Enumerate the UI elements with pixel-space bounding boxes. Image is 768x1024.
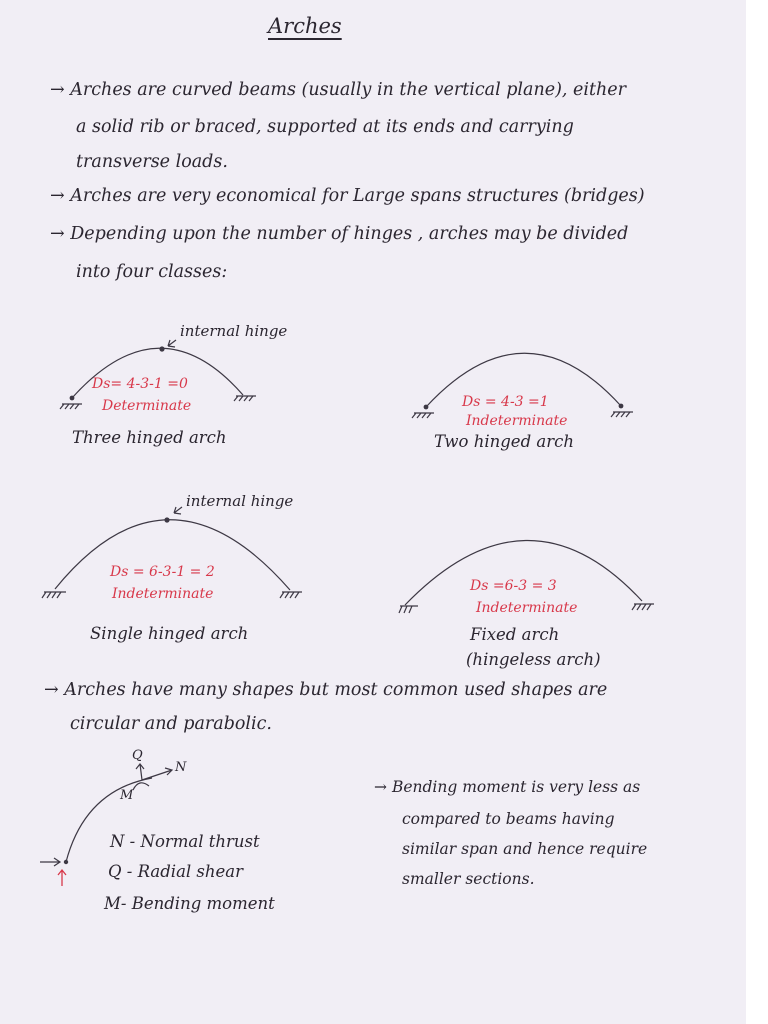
bullet-text: Bending moment is very less as (391, 778, 641, 796)
page-title: Arches (268, 14, 342, 38)
name-two-hinged: Two hinged arch (434, 432, 574, 451)
status-fixed: Indeterminate (476, 600, 578, 616)
force-label-m: M (120, 788, 134, 803)
fixed-support (632, 604, 654, 610)
support-hatch (412, 413, 434, 418)
ds-fixed: Ds =6-3 = 3 (470, 578, 557, 594)
bullet-text: Arches are curved beams (usually in the vertical plane), either (70, 80, 627, 100)
name-single-hinged: Single hinged arch (90, 624, 249, 643)
single-hinged-arch (42, 507, 302, 598)
fixed-support (280, 592, 302, 598)
ds-two-hinged: Ds = 4-3 =1 (462, 394, 549, 410)
annotation-arrow (174, 507, 182, 514)
bullet-text: Arches are very economical for Large spans structures (bridges) (70, 186, 645, 206)
normal-thrust-arrow (142, 768, 172, 780)
name-fixed: Fixed arch (470, 625, 560, 644)
status-three-hinged: Determinate (102, 398, 192, 414)
bullet-1-line-2: a solid rib or braced, supported at its ends and carrying (76, 117, 574, 137)
horizontal-reaction-arrow (40, 858, 60, 866)
status-single-hinged: Indeterminate (112, 586, 214, 602)
ds-single-hinged: Ds = 6-3-1 = 2 (110, 564, 215, 580)
bending-note-line-1 (374, 778, 640, 796)
internal-hinge-label: internal hinge (180, 322, 288, 340)
internal-hinge-dot (159, 346, 164, 351)
annotation-arrow (168, 340, 176, 347)
internal-hinge-dot (164, 517, 169, 522)
legend-normal-thrust: N - Normal thrust (110, 832, 260, 851)
bullet-3-line-2: into four classes: (76, 262, 228, 282)
bullet-text: Arches have many shapes but most common used shapes are (64, 680, 608, 700)
bullet-arrow: → (374, 778, 387, 796)
bullet-arrow: → (50, 224, 65, 244)
name-three-hinged: Three hinged arch (72, 428, 227, 447)
moment-arrow (133, 783, 149, 790)
hinge-support (424, 405, 429, 410)
hinge-support (619, 404, 624, 409)
bending-note-line-2: compared to beams having (402, 810, 615, 828)
bullet-text: Depending upon the number of hinges , arches may be divided (70, 224, 629, 244)
bending-note-line-3: similar span and hence require (402, 840, 648, 858)
subname-fixed: (hingeless arch) (466, 650, 601, 669)
hinge-support (70, 396, 75, 401)
support-hatch (60, 404, 82, 409)
arch-curve (405, 540, 642, 605)
ds-three-hinged: Ds= 4-3-1 =0 (92, 376, 188, 392)
force-label-q: Q (132, 748, 143, 763)
shapes-note-line-1 (44, 680, 607, 700)
legend-radial-shear: Q - Radial shear (108, 862, 244, 881)
support-point (64, 860, 68, 864)
bending-note-line-4: smaller sections. (402, 870, 535, 888)
bullet-arrow: → (50, 186, 65, 206)
shapes-note-line-2: circular and parabolic. (70, 714, 272, 734)
fixed-support (399, 606, 418, 613)
bullet-1-line-3: transverse loads. (76, 152, 228, 172)
vertical-reaction-arrow (58, 870, 66, 886)
radial-shear-arrow (136, 764, 144, 780)
bullet-arrow: → (50, 80, 65, 100)
legend-bending-moment: M- Bending moment (104, 894, 275, 913)
support-hatch (611, 412, 633, 417)
bullet-arrow: → (44, 680, 59, 700)
internal-hinge-label: internal hinge (186, 492, 294, 510)
status-two-hinged: Indeterminate (466, 413, 568, 429)
force-label-n: N (175, 760, 187, 775)
fixed-support (42, 592, 66, 598)
support-hatch (234, 396, 256, 401)
